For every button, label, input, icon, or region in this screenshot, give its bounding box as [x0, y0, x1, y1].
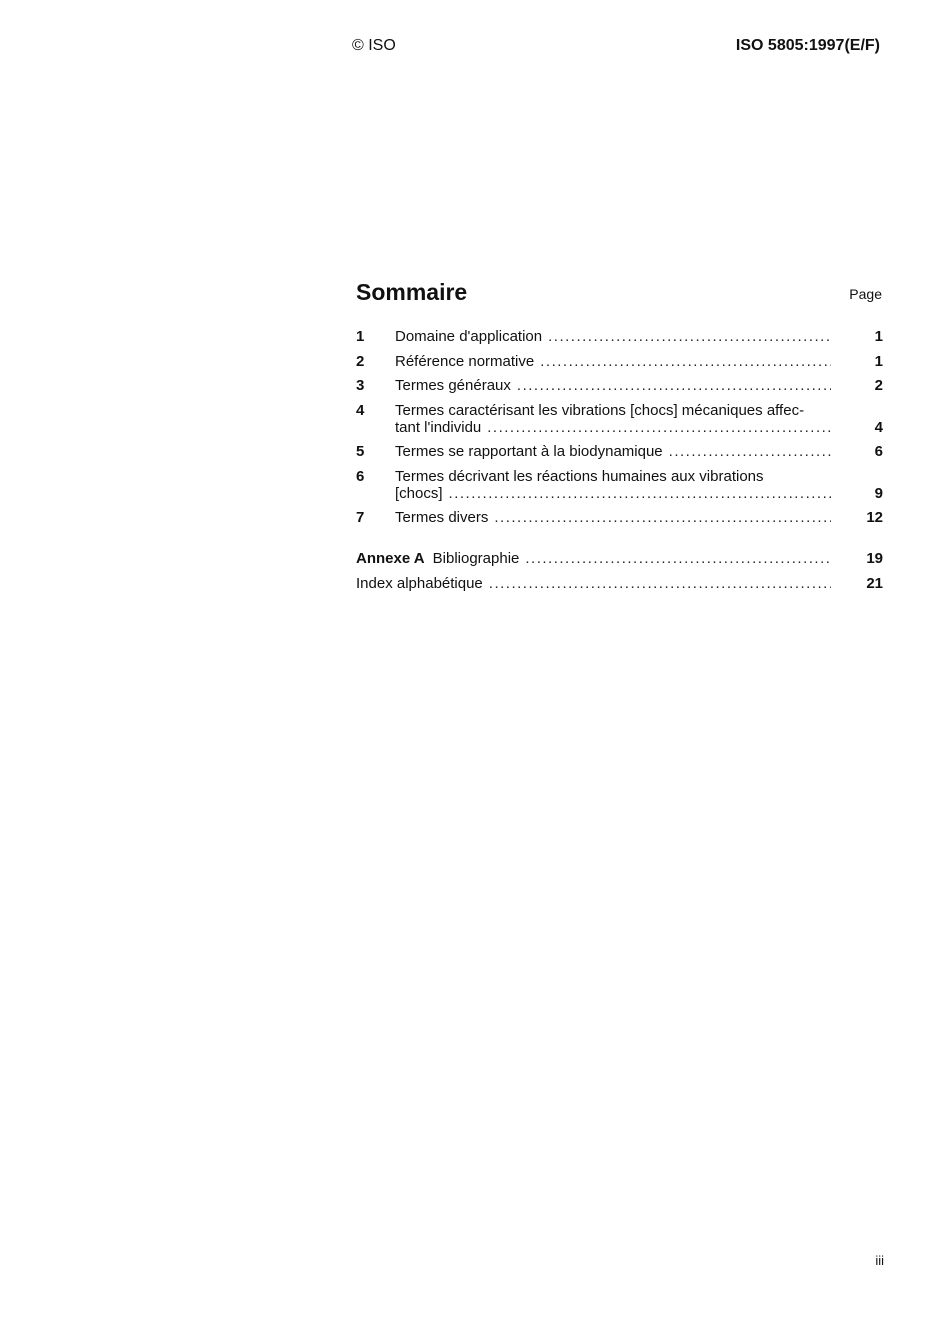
document-identifier: ISO 5805:1997(E/F) [735, 37, 880, 54]
toc-entry-page: 12 [866, 509, 883, 526]
toc-index-entry[interactable] [356, 575, 883, 592]
index-title: Index alphabétique [356, 574, 483, 592]
toc-entry-page: 19 [866, 550, 883, 567]
toc-annex-entry[interactable] [356, 550, 883, 567]
toc-entry-number: 6 [356, 467, 365, 485]
toc-entry-number: 2 [356, 352, 365, 370]
toc-entry-title: tant l'individu [395, 418, 482, 436]
toc-entry[interactable] [356, 377, 883, 394]
toc-entry-number: 3 [356, 377, 365, 394]
toc-entry-page: 2 [874, 377, 883, 394]
annex-section [356, 550, 883, 592]
toc-entry[interactable] [356, 509, 883, 526]
page-column-label: Page [849, 286, 882, 302]
toc-entry-title-line1: Termes décrivant les réactions humaines aux vibrations [395, 467, 764, 485]
dot-leader [540, 353, 831, 370]
dot-leader [517, 377, 831, 394]
copyright-notice: © ISO [352, 37, 396, 54]
toc-entry-title: Domaine d'application [395, 328, 543, 345]
dot-leader [525, 550, 831, 567]
toc-entry-number: 5 [356, 443, 365, 460]
table-of-contents [356, 328, 883, 599]
dot-leader [548, 328, 831, 345]
toc-entry-title: Termes divers [395, 509, 489, 526]
toc-entry-title-line1: Termes caractérisant les vibrations [chocs] mécaniques affec- [395, 401, 805, 419]
dot-leader [669, 443, 831, 460]
toc-entry-title: Termes se rapportant à la biodynamique [395, 443, 663, 460]
toc-entry-page: 9 [874, 484, 883, 502]
dot-leader [489, 575, 831, 592]
toc-entry[interactable] [356, 402, 883, 436]
dot-leader [494, 509, 831, 526]
page-number: iii [875, 1253, 884, 1268]
toc-entry[interactable] [356, 353, 883, 370]
toc-entry-page: 21 [866, 574, 883, 592]
toc-entry[interactable] [356, 443, 883, 460]
toc-title: Sommaire [356, 279, 468, 305]
toc-entry-number: 7 [356, 509, 365, 526]
annex-title: Bibliographie [432, 550, 520, 567]
toc-entry-title: [chocs] [395, 484, 443, 502]
dot-leader [487, 419, 831, 436]
toc-entry-number: 1 [356, 328, 365, 345]
toc-entry-page: 4 [874, 418, 883, 436]
toc-entry[interactable] [356, 328, 883, 345]
toc-entry-number: 4 [356, 401, 365, 419]
annex-label: Annexe A [356, 550, 425, 567]
toc-entry[interactable] [356, 468, 883, 502]
toc-entry-page: 6 [874, 443, 883, 460]
toc-entry-page: 1 [874, 352, 883, 370]
toc-entry-page: 1 [874, 328, 883, 345]
toc-entry-title: Termes généraux [395, 377, 511, 394]
toc-entry-title: Référence normative [395, 352, 535, 370]
dot-leader [449, 485, 831, 502]
